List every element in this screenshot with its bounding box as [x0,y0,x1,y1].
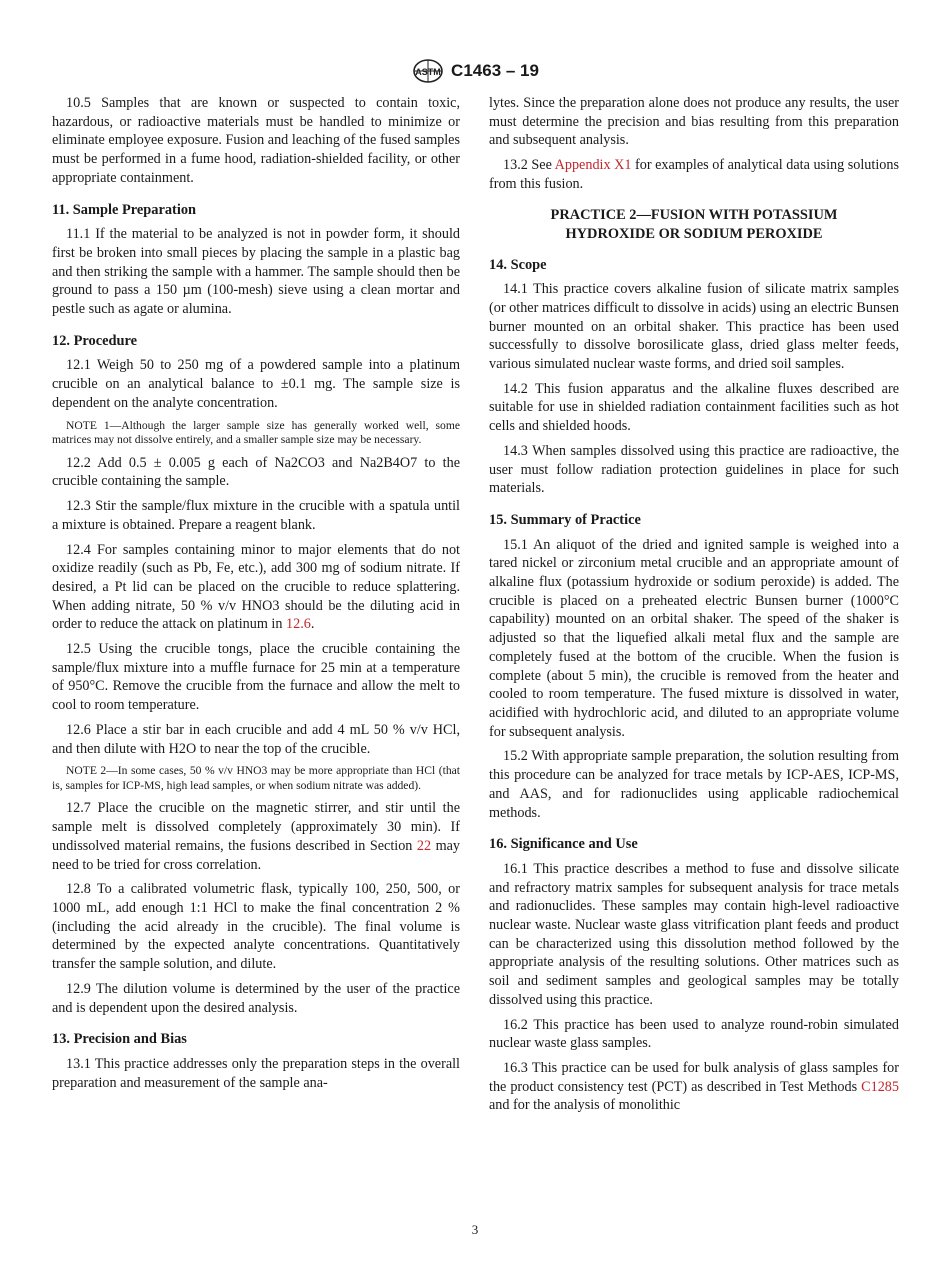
paragraph-11-1: 11.1 If the material to be analyzed is not in powder form, it should first be broken into small pieces by placing the sample in a plastic bag and then striking the sample with a hammer. The sample should then be ground to pass a 150 µm (100-mesh) sieve using a clean mortar and pestle such as agate or alumina. [52,226,460,318]
heading-sample-preparation: 11. Sample Preparation [52,201,197,218]
paragraph-12-9: 12.9 The dilution volume is determined by the user of the practice and is dependent upon the desired analysis. [52,980,460,1016]
paragraph-13-1: 13.1 This practice addresses only the preparation steps in the overall preparation and measurement of the sample ana- [52,1055,460,1091]
paragraph-16-1: 16.1 This practice describes a method to fuse and dissolve silicate and refractory matrix samples for subsequent analysis for trace metals and radionuclides. These samples may contain high-level radioactive nuclear waste. Nuclear waste glass vitrification plant feeds and product can be characterized using this dissolution method followed by the appropriate analysis of the resulting solutions. Other matrices such as soil and sediment samples and geological samples may be totally dissolved using this practice. [489,860,899,1008]
page-number: 3 [471,1222,479,1237]
paragraph-12-6: 12.6 Place a stir bar in each crucible and add 4 mL 50 % v/v HCl, and then dilute with H2O to near the top of the crucible. [52,721,460,757]
page-header [0,56,950,86]
text: and for the analysis of monolithic [489,1097,681,1114]
paragraph-12-7 [52,799,460,874]
heading-summary-of-practice: 15. Summary of Practice [489,511,641,528]
heading-procedure: 12. Procedure [52,332,137,349]
text: 12.7 Place the crucible on the magnetic stirrer, and stir until the sample melt is dissolved completely (approximately 30 min). If undissolved material remains, the fusions described in Section [52,800,460,854]
paragraph-12-1: 12.1 Weigh 50 to 250 mg of a powdered sample into a platinum crucible on an analytical balance to ±0.1 mg. The sample size is dependent on the analyte concentration. [52,357,460,411]
text: 12.4 For samples containing minor to major elements that do not oxidize readily (such as Pb, Fe, etc.), add 300 mg of sodium nitrate. If desired, a Pt lid can be placed on the crucible to reduce splattering. When adding nitrate, 50 % v/v HNO3 should be the diluting acid in order to reduce the attack on platinum in [52,541,460,633]
paragraph-12-4 [52,541,460,635]
paragraph-12-5: 12.5 Using the crucible tongs, place the crucible containing the sample/flux mixture into a muffle furnace for 25 min at a temperature of 950°C. Remove the crucible from the furnace and allow the melt to cool to room temperature. [52,641,460,714]
paragraph-14-1: 14.1 This practice covers alkaline fusion of silicate matrix samples (or other matrices difficult to dissolve in acids) using an electric Bunsen burner mounted on an orbital shaker. This practice has been used successfully to dissolve borosilicate glass, dried glass melter feeds, various simulated nuclear waste forms, and dried soil samples. [489,281,899,373]
paragraph-12-3: 12.3 Stir the sample/flux mixture in the crucible with a spatula until a mixture is obtained. Prepare a reagent blank. [52,498,460,533]
paragraph-13-1-continued: lytes. Since the preparation alone does not produce any results, the user must determine the precision and bias resulting from this preparation and subsequent analysis. [489,95,899,149]
paragraph-10-5: 10.5 Samples that are known or suspected to contain toxic, hazardous, or radioactive materials must be handled to minimize or eliminate employee exposure. Fusion and leaching of the fused samples must be performed in a fume hood, radiation-shielded facility, or other appropriate containment. [52,95,460,186]
note-1: NOTE 1—Although the larger sample size has generally worked well, some matrices may not dissolve entirely, and a smaller sample size may be necessary. [52,418,460,447]
right-column [489,94,899,1121]
paragraph-12-2: 12.2 Add 0.5 ± 0.005 g each of Na2CO3 and Na2B4O7 to the crucible containing the sample. [52,454,460,490]
paragraph-14-3: 14.3 When samples dissolved using this practice are radioactive, the user must follow radiation protection guidelines in place for such materials. [489,442,899,497]
paragraph-13-2 [489,156,899,193]
link-c1285[interactable]: C1285 [861,1078,899,1095]
heading-scope: 14. Scope [489,256,547,273]
practice-2-title-line-1: PRACTICE 2—FUSION WITH POTASSIUM [550,206,838,223]
paragraph-15-1: 15.1 An aliquot of the dried and ignited sample is weighed into a tared nickel or zirconium metal crucible and an appropriate amount of alkaline flux (potassium hydroxide or sodium peroxide) is added. The crucible is placed on a preheated electric Bunsen burner (1000°C capability) mounted on an orbital shaker. The speed of the shaker is adjusted so that the liquefied alkali metal flux and the sample are completely fused at the bottom of the crucible. When the fusion is complete (about 5 min), the crucible is removed from the heater and cooled to room temperature. The fused mixture is dissolved in water, acidified with hydrochloric acid, and diluted to an appropriate volume for subsequent analysis. [489,536,899,740]
paragraph-14-2: 14.2 This fusion apparatus and the alkaline fluxes described are suitable for use in shielded radiation containment facilities such as hot cells and shielded hoods. [489,380,899,435]
link-appendix-x1[interactable]: Appendix X1 [554,157,632,174]
practice-2-title [489,206,899,244]
text: may need to be tried for cross correlation. [52,837,460,873]
paragraph-16-3 [489,1059,899,1115]
practice-2-title-line-2: HYDROXIDE OR SODIUM PEROXIDE [565,225,823,242]
svg-text:ASTM: ASTM [415,67,441,77]
note-2: NOTE 2—In some cases, 50 % v/v HNO3 may be more appropriate than HCl (that is, samples for ICP-MS, high lead samples, or when sodium nitrate was added). [52,764,460,792]
text: 13.2 See [503,157,555,174]
document-id: C1463 – 19 [451,61,539,80]
left-column [52,94,460,1098]
text: . [310,616,315,633]
astm-logo-icon [411,58,445,84]
text: for examples of analytical data using solutions from this fusion. [489,157,899,192]
heading-precision-and-bias: 13. Precision and Bias [52,1031,187,1048]
text: 16.3 This practice can be used for bulk analysis of glass samples for the product consistency test (PCT) as described in Test Methods [489,1059,899,1095]
link-section-12-6[interactable]: 12.6 [286,616,311,633]
heading-significance-and-use: 16. Significance and Use [489,836,638,853]
link-section-22[interactable]: 22 [416,837,432,854]
paragraph-16-2: 16.2 This practice has been used to analyze round-robin simulated nuclear waste glass samples. [489,1016,899,1052]
paragraph-12-8: 12.8 To a calibrated volumetric flask, typically 100, 250, 500, or 1000 mL, add enough 1:1 HCl to make the final concentration 2 % (including the acid already in the crucible). The final volume is determined by the expected analyte concentrations. Quantitatively transfer the sample solution, and dilute. [52,881,460,973]
paragraph-15-2: 15.2 With appropriate sample preparation, the solution resulting from this procedure can be analyzed for trace metals by ICP-AES, ICP-MS, and AAS, and for radionuclides using applicable radiochemical methods. [489,748,899,821]
